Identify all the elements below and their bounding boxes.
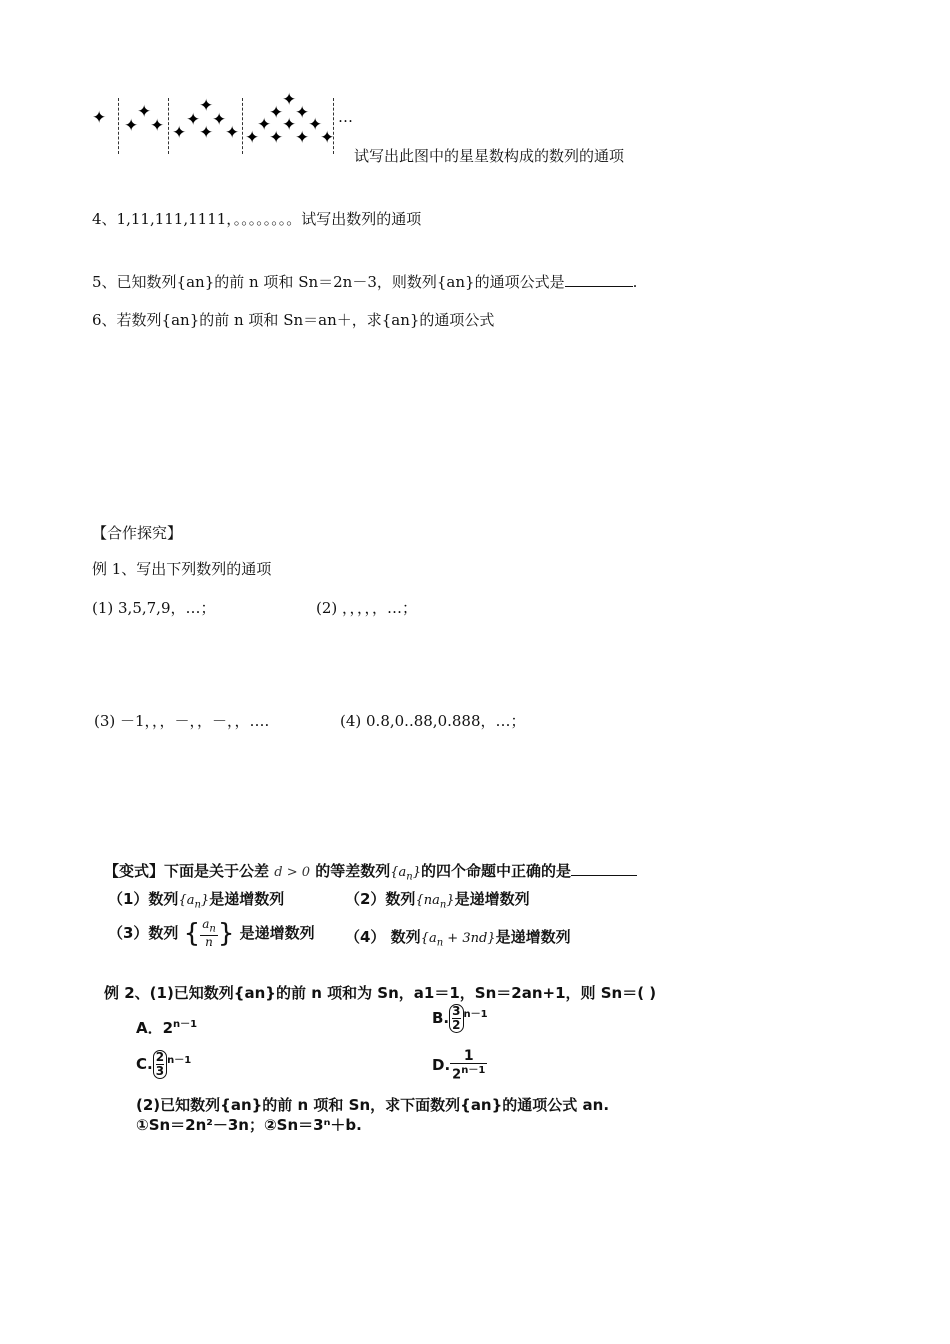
option-c-fraction: $\frac{2}{3}$ xyxy=(153,1050,167,1079)
dashed-divider xyxy=(242,98,243,154)
star-icon: ✦ xyxy=(295,128,310,148)
proposition-3-label: （3）数列 xyxy=(108,924,179,943)
star-icon: ✦ xyxy=(225,123,240,143)
fraction-denominator: n xyxy=(205,935,213,950)
star-icon: ✦ xyxy=(308,115,323,135)
option-d-denominator: $2^{n-1}$ xyxy=(452,1065,486,1083)
question-5-end: . xyxy=(632,273,638,291)
proposition-2-seq-open: {na xyxy=(415,893,440,908)
option-c[interactable] xyxy=(136,1050,191,1079)
star-icon: ✦ xyxy=(150,116,165,136)
fraction-numerator: $a_n$ xyxy=(202,917,216,935)
option-d-label: D. xyxy=(432,1056,451,1075)
proposition-1-seq-close: } xyxy=(200,893,210,908)
proposition-1-seq xyxy=(178,893,210,911)
proposition-4-seq-rest: + 3nd} xyxy=(443,931,496,946)
question-5-text: 5、已知数列{an}的前 n 项和 Sn＝2n－3，则数列{an}的通项公式是 xyxy=(92,273,565,291)
option-a-base: 2 xyxy=(162,1019,174,1037)
example-1-title: 例 1、写出下列数列的通项 xyxy=(92,560,272,578)
variant-seq-open: {a xyxy=(390,865,407,880)
star-icon: ✦ xyxy=(282,90,297,110)
option-d[interactable] xyxy=(432,1050,487,1081)
proposition-1-seq-sub: n xyxy=(194,899,201,911)
option-b-label: B. xyxy=(432,1009,450,1027)
star-icon: ✦ xyxy=(245,128,260,148)
option-d-fraction xyxy=(450,1050,487,1081)
proposition-3-fraction xyxy=(200,918,218,949)
example-1-item-4: (4) 0.8,0..88,0.888，…； xyxy=(340,712,526,730)
star-icon: ✦ xyxy=(92,108,107,128)
star-icon: ✦ xyxy=(137,102,152,122)
variant-condition: d > 0 xyxy=(274,865,310,880)
variant-proposition-3 xyxy=(108,918,315,949)
proposition-2-seq-close: } xyxy=(446,893,455,908)
star-icon: ✦ xyxy=(269,103,284,123)
proposition-4-seq-sub: n xyxy=(436,937,444,949)
star-icon: ✦ xyxy=(282,115,297,135)
question-5 xyxy=(92,271,637,292)
example-1-item-2: (2) ，，，，，…； xyxy=(316,599,418,617)
star-icon: ✦ xyxy=(295,103,310,123)
star-icon: ✦ xyxy=(199,96,214,116)
variant-proposition-2 xyxy=(345,888,530,911)
option-c-exponent: n－1 xyxy=(167,1055,192,1066)
dashed-divider xyxy=(333,98,334,154)
star-icon: ✦ xyxy=(257,115,272,135)
dashed-divider xyxy=(118,98,119,154)
proposition-2-seq xyxy=(415,893,455,911)
star-icon: ✦ xyxy=(320,128,335,148)
option-b-exponent: n－1 xyxy=(463,1009,488,1020)
ellipsis: … xyxy=(338,108,353,126)
example-1-item-1: (1) 3,5,7,9，…； xyxy=(92,599,216,617)
left-brace: { xyxy=(183,918,201,949)
example-2-question-1: 例 2、(1)已知数列{an}的前 n 项和为 Sn，a1＝1，Sn＝2an+1，则 Sn＝( ) xyxy=(104,984,657,1002)
answer-blank[interactable] xyxy=(565,285,633,287)
section-heading-cooperation: 【合作探究】 xyxy=(92,524,183,542)
variant-seq-close: } xyxy=(412,865,422,880)
dashed-divider xyxy=(168,98,169,154)
question-4: 4、1,11,111,1111，。。。。。。。。试写出数列的通项 xyxy=(92,210,422,228)
option-a-label: A． xyxy=(136,1019,163,1037)
star-icon: ✦ xyxy=(172,123,187,143)
proposition-4-seq-open: {a xyxy=(420,931,437,946)
variant-proposition-1 xyxy=(108,888,284,911)
option-c-label: C. xyxy=(136,1055,153,1073)
right-brace: } xyxy=(217,918,235,949)
option-b-fraction: $\frac{3}{2}$ xyxy=(449,1004,463,1033)
star-icon: ✦ xyxy=(199,123,214,143)
star-icon: ✦ xyxy=(186,110,201,130)
variant-proposition-4 xyxy=(345,926,571,949)
variant-suffix: 的四个命题中正确的是 xyxy=(421,862,572,880)
star-question-prompt: 试写出此图中的星星数构成的数列的通项 xyxy=(354,147,625,165)
proposition-4-seq xyxy=(420,931,496,949)
variant-question xyxy=(104,860,637,883)
proposition-2-seq-sub: n xyxy=(439,899,447,911)
star-icon: ✦ xyxy=(212,110,227,130)
proposition-2-label: （2）数列 xyxy=(345,890,416,908)
option-b[interactable] xyxy=(432,1004,488,1033)
proposition-2-tail: 是递增数列 xyxy=(454,890,530,908)
variant-seq xyxy=(390,865,422,883)
example-2-question-2-parts: ①Sn＝2n²－3n；②Sn＝3ⁿ＋b. xyxy=(136,1116,362,1134)
option-a[interactable] xyxy=(136,1015,197,1038)
variant-prefix: 【变式】下面是关于公差 xyxy=(104,862,270,880)
proposition-4-tail: 是递增数列 xyxy=(495,928,571,946)
proposition-1-seq-open: {a xyxy=(178,893,195,908)
variant-mid: 的等差数列 xyxy=(315,862,391,880)
proposition-1-tail: 是递增数列 xyxy=(209,890,285,908)
proposition-1-label: （1）数列 xyxy=(108,890,179,908)
question-6: 6、若数列{an}的前 n 项和 Sn＝an＋，求{an}的通项公式 xyxy=(92,311,495,329)
answer-blank[interactable] xyxy=(571,874,637,876)
example-1-item-3: (3) －1，，，－，，－，，…. xyxy=(94,712,270,730)
proposition-4-label: （4） 数列 xyxy=(345,928,421,946)
option-a-exponent: n－1 xyxy=(173,1019,198,1030)
option-d-numerator: 1 xyxy=(450,1050,487,1064)
variant-seq-sub: n xyxy=(406,871,413,883)
star-icon: ✦ xyxy=(124,116,139,136)
star-icon: ✦ xyxy=(269,128,284,148)
example-2-question-2: (2)已知数列{an}的前 n 项和 Sn，求下面数列{an}的通项公式 an. xyxy=(136,1096,610,1114)
proposition-3-tail: 是递增数列 xyxy=(239,924,315,943)
